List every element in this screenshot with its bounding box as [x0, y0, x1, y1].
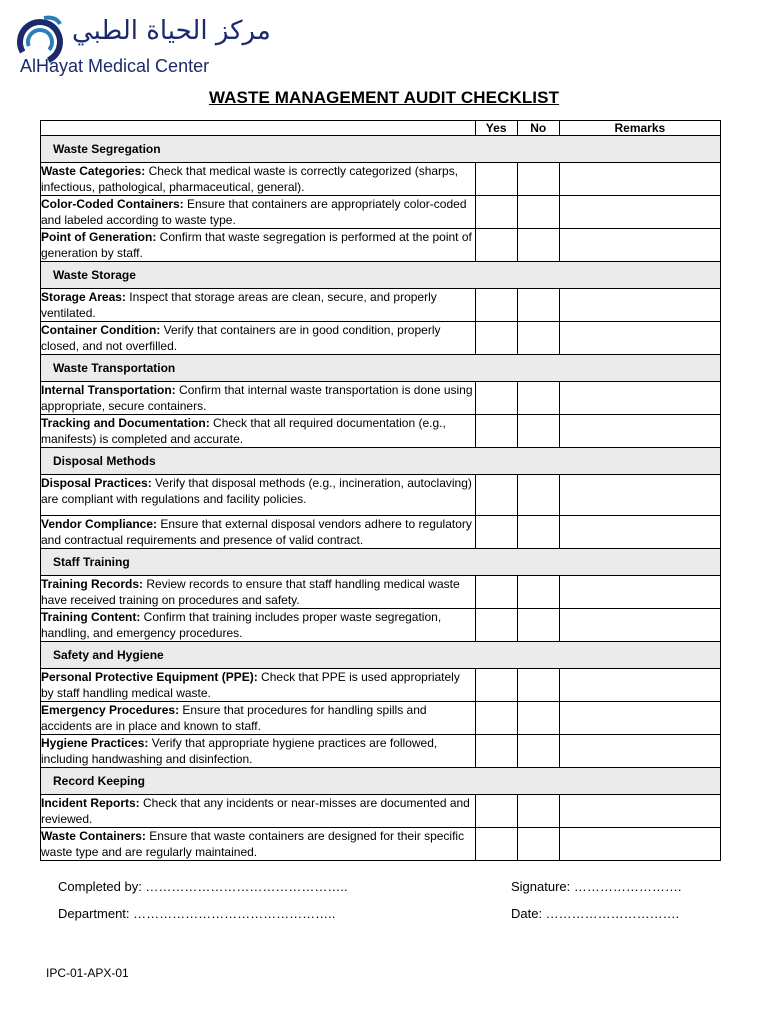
- section-title: Disposal Methods: [41, 448, 721, 475]
- table-row: [41, 415, 721, 448]
- remarks-cell[interactable]: [559, 475, 720, 516]
- logo-english-text: AlHayat Medical Center: [20, 56, 210, 76]
- item-label: Waste Categories:: [41, 164, 146, 178]
- remarks-cell[interactable]: [559, 576, 720, 609]
- remarks-cell[interactable]: [559, 163, 720, 196]
- remarks-cell[interactable]: [559, 669, 720, 702]
- yes-cell[interactable]: [475, 163, 517, 196]
- yes-cell[interactable]: [475, 475, 517, 516]
- table-row: [41, 382, 721, 415]
- section-title: Record Keeping: [41, 768, 721, 795]
- item-label: Point of Generation:: [41, 230, 157, 244]
- no-cell[interactable]: [517, 828, 559, 861]
- item-description: Check that PPE is used appropriately by staff handling medical waste.: [41, 670, 460, 700]
- table-row: [41, 669, 721, 702]
- yes-cell[interactable]: [475, 702, 517, 735]
- item-text: [41, 669, 476, 702]
- no-cell[interactable]: [517, 475, 559, 516]
- yes-cell[interactable]: [475, 229, 517, 262]
- yes-cell[interactable]: [475, 828, 517, 861]
- remarks-cell[interactable]: [559, 828, 720, 861]
- item-label: Training Records:: [41, 577, 144, 591]
- item-text: [41, 163, 476, 196]
- section-title: Waste Transportation: [41, 355, 721, 382]
- section-title: Safety and Hygiene: [41, 642, 721, 669]
- remarks-cell[interactable]: [559, 415, 720, 448]
- remarks-column-header: Remarks: [559, 121, 720, 136]
- no-cell[interactable]: [517, 516, 559, 549]
- no-cell[interactable]: [517, 382, 559, 415]
- remarks-cell[interactable]: [559, 702, 720, 735]
- item-text: [41, 322, 476, 355]
- department-field[interactable]: Department: ………………………………………..: [58, 906, 336, 921]
- item-text: [41, 576, 476, 609]
- item-label: Waste Containers:: [41, 829, 146, 843]
- remarks-cell[interactable]: [559, 735, 720, 768]
- item-label: Disposal Practices:: [41, 476, 152, 490]
- yes-cell[interactable]: [475, 609, 517, 642]
- item-text: [41, 382, 476, 415]
- table-row: [41, 289, 721, 322]
- completed-by-field[interactable]: Completed by: ………………………………………..: [58, 879, 348, 894]
- item-label: Personal Protective Equipment (PPE):: [41, 670, 258, 684]
- section-title: Staff Training: [41, 549, 721, 576]
- item-description: Ensure that procedures for handling spills and accidents are in place and known to staff.: [41, 703, 427, 733]
- item-text: [41, 702, 476, 735]
- yes-column-header: Yes: [475, 121, 517, 136]
- section-row: [41, 262, 721, 289]
- no-cell[interactable]: [517, 229, 559, 262]
- no-cell[interactable]: [517, 289, 559, 322]
- item-description: Ensure that waste containers are designed for their specific waste type and are regularly maintained.: [41, 829, 465, 859]
- yes-cell[interactable]: [475, 795, 517, 828]
- item-text: [41, 229, 476, 262]
- section-row: [41, 549, 721, 576]
- table-row: [41, 196, 721, 229]
- table-row: [41, 229, 721, 262]
- item-description: Review records to ensure that staff handling medical waste have received training on procedures and safety.: [41, 577, 460, 607]
- item-label: Training Content:: [41, 610, 141, 624]
- table-row: [41, 475, 721, 516]
- table-row: [41, 828, 721, 861]
- item-description: Verify that containers are in good condition, properly closed, and not overfilled.: [41, 323, 441, 353]
- section-title: Waste Segregation: [41, 136, 721, 163]
- item-text: [41, 795, 476, 828]
- table-row: [41, 322, 721, 355]
- item-label: Storage Areas:: [41, 290, 126, 304]
- remarks-cell[interactable]: [559, 609, 720, 642]
- item-description: Verify that disposal methods (e.g., incineration, autoclaving) are compliant with regulations and facility policies.: [41, 476, 472, 506]
- item-description: Check that any incidents or near-misses are documented and reviewed.: [41, 796, 470, 826]
- yes-cell[interactable]: [475, 576, 517, 609]
- item-label: Vendor Compliance:: [41, 517, 158, 531]
- item-description: Check that medical waste is correctly categorized (sharps, infectious, pathological, pharmaceutical, general).: [41, 164, 459, 194]
- audit-checklist-table: [40, 120, 721, 861]
- yes-cell[interactable]: [475, 382, 517, 415]
- no-cell[interactable]: [517, 576, 559, 609]
- logo: [14, 12, 271, 78]
- item-column-header: [41, 121, 476, 136]
- item-text: [41, 475, 476, 516]
- item-label: Incident Reports:: [41, 796, 140, 810]
- section-row: [41, 136, 721, 163]
- yes-cell[interactable]: [475, 196, 517, 229]
- item-text: [41, 415, 476, 448]
- item-description: Inspect that storage areas are clean, secure, and properly ventilated.: [41, 290, 437, 320]
- remarks-cell[interactable]: [559, 795, 720, 828]
- no-cell[interactable]: [517, 669, 559, 702]
- yes-cell[interactable]: [475, 669, 517, 702]
- page-title: WASTE MANAGEMENT AUDIT CHECKLIST: [208, 88, 560, 107]
- yes-cell[interactable]: [475, 289, 517, 322]
- section-row: [41, 355, 721, 382]
- item-label: Hygiene Practices:: [41, 736, 149, 750]
- item-label: Emergency Procedures:: [41, 703, 180, 717]
- item-description: Check that all required documentation (e.g., manifests) is completed and accurate.: [41, 416, 446, 446]
- section-row: [41, 768, 721, 795]
- table-row: [41, 702, 721, 735]
- item-description: Confirm that training includes proper waste segregation, handling, and emergency procedures.: [41, 610, 442, 640]
- table-row: [41, 163, 721, 196]
- no-cell[interactable]: [517, 735, 559, 768]
- table-row: [41, 795, 721, 828]
- remarks-cell[interactable]: [559, 196, 720, 229]
- no-cell[interactable]: [517, 163, 559, 196]
- remarks-cell[interactable]: [559, 229, 720, 262]
- item-text: [41, 516, 476, 549]
- item-description: Verify that appropriate hygiene practices are followed, including handwashing and disinfection.: [41, 736, 438, 766]
- item-description: Confirm that waste segregation is performed at the point of generation by staff.: [41, 230, 472, 260]
- no-cell[interactable]: [517, 609, 559, 642]
- remarks-cell[interactable]: [559, 289, 720, 322]
- no-cell[interactable]: [517, 322, 559, 355]
- date-field[interactable]: Date: ………………………….: [511, 906, 680, 921]
- yes-cell[interactable]: [475, 322, 517, 355]
- item-text: [41, 735, 476, 768]
- document-code: IPC-01-APX-01: [46, 966, 129, 980]
- no-cell[interactable]: [517, 795, 559, 828]
- section-row: [41, 642, 721, 669]
- item-label: Tracking and Documentation:: [41, 416, 210, 430]
- yes-cell[interactable]: [475, 516, 517, 549]
- item-label: Internal Transportation:: [41, 383, 176, 397]
- section-title: Waste Storage: [41, 262, 721, 289]
- no-cell[interactable]: [517, 415, 559, 448]
- item-label: Color-Coded Containers:: [41, 197, 184, 211]
- yes-cell[interactable]: [475, 415, 517, 448]
- table-header-row: [41, 121, 721, 136]
- item-text: [41, 289, 476, 322]
- no-cell[interactable]: [517, 196, 559, 229]
- item-text: [41, 828, 476, 861]
- item-text: [41, 196, 476, 229]
- logo-arabic-text: مركز الحياة الطبي: [72, 16, 271, 46]
- table-row: [41, 516, 721, 549]
- no-column-header: No: [517, 121, 559, 136]
- yes-cell[interactable]: [475, 735, 517, 768]
- table-row: [41, 735, 721, 768]
- item-description: Ensure that external disposal vendors adhere to regulatory and contractual requirements and presence of valid contract.: [41, 517, 472, 547]
- section-row: [41, 448, 721, 475]
- item-text: [41, 609, 476, 642]
- signature-field[interactable]: Signature: …………………….: [511, 879, 682, 894]
- item-label: Container Condition:: [41, 323, 161, 337]
- table-row: [41, 576, 721, 609]
- table-row: [41, 609, 721, 642]
- no-cell[interactable]: [517, 702, 559, 735]
- item-description: Confirm that internal waste transportation is done using appropriate, secure containers.: [41, 383, 473, 413]
- remarks-cell[interactable]: [559, 322, 720, 355]
- remarks-cell[interactable]: [559, 516, 720, 549]
- item-description: Ensure that containers are appropriately color-coded and labeled according to waste type.: [41, 197, 467, 227]
- remarks-cell[interactable]: [559, 382, 720, 415]
